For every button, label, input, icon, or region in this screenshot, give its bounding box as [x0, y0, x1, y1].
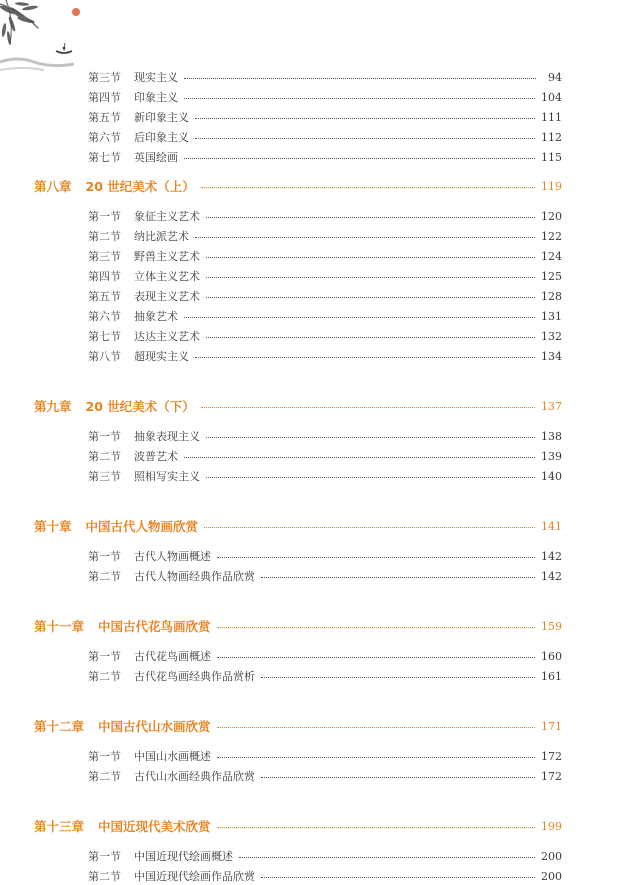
page-number: 199 — [541, 819, 562, 833]
page-number: 172 — [541, 749, 562, 763]
dot-leader — [201, 187, 535, 188]
dot-leader — [184, 98, 535, 99]
section-number: 第二节 — [88, 570, 121, 583]
dot-leader — [206, 337, 535, 338]
dot-leader — [195, 118, 535, 119]
section-number: 第三节 — [88, 470, 121, 483]
section-title: 中国山水画概述 — [134, 750, 211, 763]
chapter-title: 中国近现代美术欣赏 — [98, 819, 211, 834]
dot-leader — [261, 677, 535, 678]
chapter-number: 第十一章 — [34, 619, 85, 634]
section-number: 第四节 — [88, 91, 121, 104]
page-number: 111 — [541, 110, 562, 124]
toc-section-entry[interactable] — [88, 128, 562, 146]
dot-leader — [206, 217, 535, 218]
dot-leader — [206, 297, 535, 298]
dot-leader — [206, 477, 535, 478]
section-number: 第七节 — [88, 330, 121, 343]
page-number: 142 — [541, 569, 562, 583]
section-number: 第五节 — [88, 111, 121, 124]
dot-leader — [217, 727, 535, 728]
section-title: 后印象主义 — [134, 131, 189, 144]
dot-leader — [206, 257, 535, 258]
toc-section-entry[interactable] — [88, 467, 562, 485]
section-title: 纳比派艺术 — [134, 230, 189, 243]
toc-section-entry[interactable] — [88, 267, 562, 285]
section-number: 第六节 — [88, 131, 121, 144]
chapter-title: 20 世纪美术（上） — [85, 179, 195, 194]
section-number: 第七节 — [88, 151, 121, 164]
dot-leader — [195, 357, 535, 358]
dot-leader — [261, 877, 535, 878]
page-number: 112 — [541, 130, 562, 144]
section-title: 波普艺术 — [134, 450, 178, 463]
section-title: 中国近现代绘画作品欣赏 — [134, 870, 255, 883]
page-number: 134 — [541, 349, 562, 363]
page-number: 128 — [541, 289, 562, 303]
dot-leader — [239, 857, 535, 858]
page-number: 104 — [541, 90, 562, 104]
chapter-number: 第十三章 — [34, 819, 85, 834]
dot-leader — [217, 757, 535, 758]
section-title: 照相写实主义 — [134, 470, 200, 483]
section-title: 古代花鸟画概述 — [134, 650, 211, 663]
dot-leader — [184, 457, 535, 458]
dot-leader — [184, 158, 535, 159]
toc-section-entry[interactable] — [88, 747, 562, 765]
dot-leader — [261, 777, 535, 778]
section-title: 表现主义艺术 — [134, 290, 200, 303]
chapter-title: 中国古代山水画欣赏 — [98, 719, 211, 734]
section-number: 第三节 — [88, 250, 121, 263]
section-title: 古代人物画经典作品欣赏 — [134, 570, 255, 583]
section-title: 野兽主义艺术 — [134, 250, 200, 263]
dot-leader — [217, 557, 535, 558]
dot-leader — [195, 237, 535, 238]
section-title: 现实主义 — [134, 71, 178, 84]
toc-chapter-entry[interactable] — [34, 716, 562, 736]
toc-section-entry[interactable] — [88, 227, 562, 245]
toc-section-entry[interactable] — [88, 847, 562, 865]
page-number: 122 — [541, 229, 562, 243]
chapter-number: 第八章 — [34, 179, 72, 194]
section-title: 超现实主义 — [134, 350, 189, 363]
toc-chapter-entry[interactable] — [34, 396, 562, 416]
section-title: 抽象艺术 — [134, 310, 178, 323]
page-number: 161 — [541, 669, 562, 683]
section-number: 第二节 — [88, 770, 121, 783]
page-number: 200 — [541, 869, 562, 883]
section-number: 第二节 — [88, 230, 121, 243]
page-number: 124 — [541, 249, 562, 263]
toc-chapter-entry[interactable] — [34, 516, 562, 536]
section-title: 古代花鸟画经典作品赏析 — [134, 670, 255, 683]
section-number: 第四节 — [88, 270, 121, 283]
section-number: 第三节 — [88, 71, 121, 84]
section-number: 第二节 — [88, 870, 121, 883]
toc-section-entry[interactable] — [88, 547, 562, 565]
section-number: 第一节 — [88, 650, 121, 663]
section-number: 第一节 — [88, 550, 121, 563]
toc-section-entry[interactable] — [88, 148, 562, 166]
chapter-number: 第九章 — [34, 399, 72, 414]
section-number: 第五节 — [88, 290, 121, 303]
toc-section-entry[interactable] — [88, 667, 562, 685]
section-title: 新印象主义 — [134, 111, 189, 124]
section-title: 抽象表现主义 — [134, 430, 200, 443]
dot-leader — [201, 407, 535, 408]
chapter-title: 中国古代花鸟画欣赏 — [98, 619, 211, 634]
toc-chapter-entry[interactable] — [34, 176, 562, 196]
toc-section-entry[interactable] — [88, 287, 562, 305]
toc-section-entry[interactable] — [88, 567, 562, 585]
dot-leader — [195, 138, 535, 139]
section-title: 象征主义艺术 — [134, 210, 200, 223]
section-number: 第六节 — [88, 310, 121, 323]
page-number: 120 — [541, 209, 562, 223]
page-number: 125 — [541, 269, 562, 283]
toc-section-entry[interactable] — [88, 427, 562, 445]
toc-section-entry[interactable] — [88, 207, 562, 225]
chapter-number: 第十二章 — [34, 719, 85, 734]
page-number: 119 — [541, 179, 562, 193]
page-number: 132 — [541, 329, 562, 343]
dot-leader — [206, 437, 535, 438]
section-number: 第一节 — [88, 430, 121, 443]
section-title: 中国近现代绘画概述 — [134, 850, 233, 863]
section-title: 古代人物画概述 — [134, 550, 211, 563]
section-title: 印象主义 — [134, 91, 178, 104]
dot-leader — [184, 78, 536, 79]
toc-section-entry[interactable] — [88, 68, 562, 86]
dot-leader — [206, 277, 535, 278]
dot-leader — [217, 627, 535, 628]
dot-leader — [204, 527, 535, 528]
section-number: 第一节 — [88, 210, 121, 223]
dot-leader — [217, 657, 535, 658]
chapter-title: 20 世纪美术（下） — [85, 399, 195, 414]
page-number: 139 — [541, 449, 562, 463]
page-number: 172 — [541, 769, 562, 783]
page-number: 137 — [541, 399, 562, 413]
section-number: 第二节 — [88, 670, 121, 683]
page-number: 159 — [541, 619, 562, 633]
page-number: 200 — [541, 849, 562, 863]
page-number: 140 — [541, 469, 562, 483]
page-number: 141 — [541, 519, 562, 533]
toc-chapter-entry[interactable] — [34, 616, 562, 636]
dot-leader — [184, 317, 535, 318]
page-number: 160 — [541, 649, 562, 663]
section-number: 第八节 — [88, 350, 121, 363]
toc-section-entry[interactable] — [88, 647, 562, 665]
page-number: 94 — [548, 70, 562, 84]
section-number: 第一节 — [88, 850, 121, 863]
toc-section-entry[interactable] — [88, 347, 562, 365]
page-number: 142 — [541, 549, 562, 563]
toc-section-entry[interactable] — [88, 88, 562, 106]
toc-section-entry[interactable] — [88, 767, 562, 785]
chapter-number: 第十章 — [34, 519, 72, 534]
section-number: 第二节 — [88, 450, 121, 463]
section-number: 第一节 — [88, 750, 121, 763]
toc-section-entry[interactable] — [88, 867, 562, 885]
toc-section-entry[interactable] — [88, 447, 562, 465]
page-number: 131 — [541, 309, 562, 323]
section-title: 英国绘画 — [134, 151, 178, 164]
page-number: 171 — [541, 719, 562, 733]
toc-section-entry[interactable] — [88, 247, 562, 265]
toc-chapter-entry[interactable] — [34, 816, 562, 836]
toc-section-entry[interactable] — [88, 108, 562, 126]
section-title: 古代山水画经典作品欣赏 — [134, 770, 255, 783]
page-number: 138 — [541, 429, 562, 443]
toc-section-entry[interactable] — [88, 307, 562, 325]
section-title: 立体主义艺术 — [134, 270, 200, 283]
toc-section-entry[interactable] — [88, 327, 562, 345]
dot-leader — [261, 577, 535, 578]
chapter-title: 中国古代人物画欣赏 — [85, 519, 199, 534]
page-number: 115 — [541, 150, 562, 164]
section-title: 达达主义艺术 — [134, 330, 200, 343]
